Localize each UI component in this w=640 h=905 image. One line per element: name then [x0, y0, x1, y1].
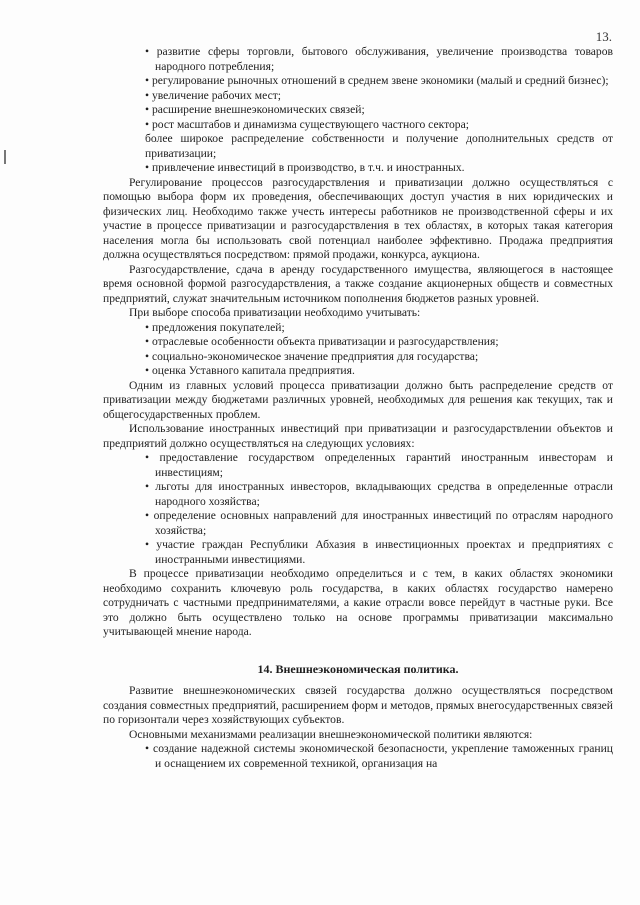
list-item: • создание надежной системы экономической безопасности, укрепление таможенных границ и оснащением их современной техникой, организация на — [145, 742, 613, 770]
paragraph: В процессе приватизации необходимо определиться и с тем, в каких областях экономики необходимо сохранить ключевую роль государства, в каких областях государство намерено сотрудничать с частными предпринимателями, а какие отрасли вовсе перейдут в частные руки. Все это должно быть осуществлено только на основе программы приватизации максимально учитывающей мнение народа. — [103, 567, 613, 638]
paragraph: Использование иностранных инвестиций при приватизации и разгосударствлении объектов и предприятий должно осуществляться на следующих условиях: — [103, 422, 613, 450]
section-heading: 14. Внешнеэкономическая политика. — [257, 661, 459, 676]
paragraph: Основными механизмами реализации внешнеэкономической политики являются: — [129, 727, 533, 741]
list-item-continuation: более широкое распределение собственности и получение дополнительных средств от приватизации; — [145, 132, 613, 160]
list-item: • расширение внешнеэкономических связей; — [145, 103, 365, 116]
list-item: • развитие сферы торговли, бытового обслуживания, увеличение производства товаров народного потребления; — [145, 45, 613, 73]
list-item: • предложения покупателей; — [145, 320, 285, 334]
paragraph: При выборе способа приватизации необходимо учитывать: — [129, 306, 421, 319]
list-item: • льготы для иностранных инвесторов, вкладывающих средства в определенные отрасли народного хозяйства; — [145, 480, 613, 508]
paragraph: Разгосударствление, сдача в аренду государственного имущества, являющегося в настоящее время основной формой разгосударствления, а также создание акционерных обществ и совместных предприятий, служат значительным источником пополнения бюджетов разных уровней. — [103, 262, 613, 305]
list-item: • определение основных направлений для иностранных инвестиций по отраслям народного хозяйства; — [145, 509, 613, 537]
list-item: • социально-экономическое значение предприятия для государства; — [145, 349, 479, 363]
scan-artifact — [4, 150, 6, 164]
paragraph: Развитие внешнеэкономических связей государства должно осуществляться посредством создания совместных предприятий, расширением форм и методов, прямых внегосударственных связей по горизонтали через хозяйствующих субъектов. — [103, 684, 613, 726]
list-item: • оценка Уставного капитала предприятия. — [145, 364, 355, 377]
list-item: • предоставление государством определенных гарантий иностранным инвесторам и инвестициям; — [145, 451, 613, 479]
list-item: • отраслевые особенности объекта приватизации и разгосударствления; — [145, 335, 499, 348]
document-body — [103, 45, 613, 771]
list-item: • увеличение рабочих мест; — [145, 88, 282, 102]
list-item: • привлечение инвестиций в производство, в т.ч. и иностранных. — [145, 161, 465, 174]
list-item: • регулирование рыночных отношений в среднем звене экономики (малый и средний бизнес); — [145, 74, 609, 87]
paragraph: Регулирование процессов разгосударствления и приватизации должно осуществляться с помощью выбора форм их проведения, обеспечивающих доступ участия в них юридических и физических лиц. Необходимо также учесть интересы работников не производственной сферы и их участие в процессе приватизации и разгосударствления в тех областях, в которых такая категория населения могла бы использовать свой потенциал наиболее эффективно. Продажа предприятия должна осуществляться посредством: прямой продажи, конкурса, аукциона. — [103, 175, 613, 261]
list-item: • участие граждан Республики Абхазия в инвестиционных проектах и предприятиях с иностранными инвестициями. — [145, 538, 613, 566]
page-number: 13. — [595, 29, 612, 44]
paragraph: Одним из главных условий процесса приватизации должно быть распределение средств от приватизации между бюджетами различных уровней, необходимых для решения как текущих, так и общегосударственных проблем. — [103, 378, 613, 421]
list-item: • рост масштабов и динамизма существующего частного сектора; — [145, 117, 469, 131]
